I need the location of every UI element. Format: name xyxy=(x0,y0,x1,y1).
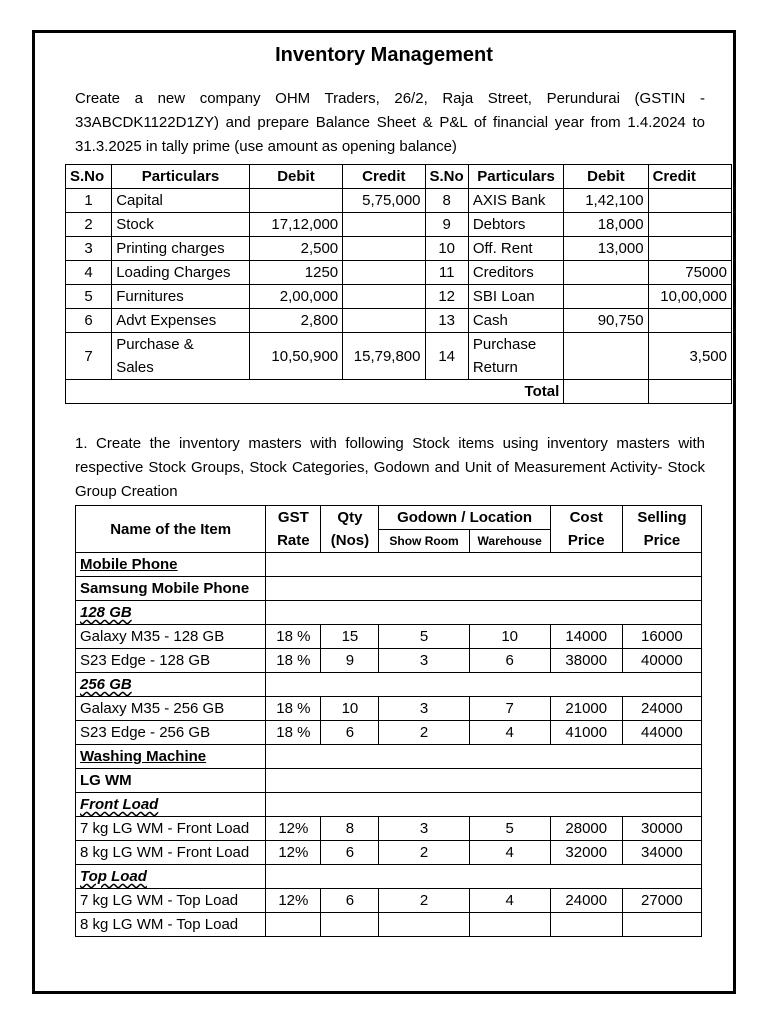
stock-category-label: Top Load xyxy=(80,868,147,885)
item-gst-rate: 12% xyxy=(266,841,321,865)
header-line: GST xyxy=(277,509,309,526)
inventory-header-name: Name of the Item xyxy=(76,506,266,553)
inventory-row xyxy=(76,673,702,697)
ledger-cell-credit: 3,500 xyxy=(648,333,731,380)
ledger-row xyxy=(66,213,732,237)
ledger-row xyxy=(66,261,732,285)
ledger-cell-debit: 2,800 xyxy=(249,309,342,333)
ledger-cell-sno: 7 xyxy=(66,333,112,380)
inventory-empty-cell xyxy=(266,769,702,793)
inventory-empty-cell xyxy=(266,577,702,601)
ledger-cell-particulars: SBI Loan xyxy=(468,285,563,309)
inventory-empty-cell xyxy=(266,865,702,889)
inventory-row xyxy=(76,841,702,865)
task-line: Activity- Stock Group Creation xyxy=(75,459,706,500)
inventory-category-cell xyxy=(76,793,266,817)
inventory-row xyxy=(76,769,702,793)
ledger-cell-particulars xyxy=(468,333,563,380)
ledger-header: Debit xyxy=(564,165,648,189)
ledger-header: Particulars xyxy=(468,165,563,189)
item-cost-price: 28000 xyxy=(550,817,622,841)
header-line: Price xyxy=(643,532,681,549)
item-qty: 15 xyxy=(321,625,379,649)
ledger-cell-particulars: Loading Charges xyxy=(112,261,250,285)
item-showroom-qty xyxy=(379,913,469,937)
item-name: 7 kg LG WM - Top Load xyxy=(76,889,266,913)
item-showroom-qty: 2 xyxy=(379,889,469,913)
item-selling-price: 44000 xyxy=(622,721,701,745)
item-gst-rate xyxy=(266,913,321,937)
item-selling-price: 27000 xyxy=(622,889,701,913)
ledger-header: Particulars xyxy=(112,165,250,189)
inventory-header-row xyxy=(76,506,702,530)
ledger-cell-particulars: Debtors xyxy=(468,213,563,237)
ledger-cell-particulars: Off. Rent xyxy=(468,237,563,261)
inventory-header-showroom: Show Room xyxy=(379,529,469,553)
item-warehouse-qty: 6 xyxy=(469,649,550,673)
ledger-cell-particulars: Printing charges xyxy=(112,237,250,261)
ledger-cell-debit: 10,50,900 xyxy=(249,333,342,380)
inventory-category-cell xyxy=(76,865,266,889)
ledger-cell-sno: 10 xyxy=(425,237,468,261)
inventory-header-gst xyxy=(266,506,321,553)
ledger-cell-credit: 5,75,000 xyxy=(343,189,425,213)
item-cost-price: 14000 xyxy=(550,625,622,649)
item-cost-price: 38000 xyxy=(550,649,622,673)
inventory-empty-cell xyxy=(266,745,702,769)
item-showroom-qty: 2 xyxy=(379,841,469,865)
ledger-cell-debit: 2,00,000 xyxy=(249,285,342,309)
ledger-cell-sno: 6 xyxy=(66,309,112,333)
ledger-cell-debit: 2,500 xyxy=(249,237,342,261)
intro-line: to 31.3.2025 in tally prime (use amount as opening balance) xyxy=(75,114,705,155)
item-warehouse-qty: 7 xyxy=(469,697,550,721)
ledger-cell-credit: 10,00,000 xyxy=(648,285,731,309)
ledger-header: S.No xyxy=(66,165,112,189)
item-name: 7 kg LG WM - Front Load xyxy=(76,817,266,841)
ledger-cell-sno: 1 xyxy=(66,189,112,213)
ledger-cell-sno: 5 xyxy=(66,285,112,309)
ledger-total-label: Total xyxy=(66,380,564,404)
stock-group-label: Mobile Phone xyxy=(80,556,178,573)
ledger-cell-particulars: Cash xyxy=(468,309,563,333)
ledger-cell-debit xyxy=(564,333,648,380)
item-warehouse-qty: 4 xyxy=(469,841,550,865)
ledger-cell-credit xyxy=(648,309,731,333)
item-qty: 6 xyxy=(321,721,379,745)
ledger-header: Credit xyxy=(343,165,425,189)
ledger-row xyxy=(66,189,732,213)
ledger-cell-sno: 14 xyxy=(425,333,468,380)
inventory-subgroup-cell xyxy=(76,577,266,601)
ledger-cell-sno: 12 xyxy=(425,285,468,309)
ledger-cell-debit: 18,000 xyxy=(564,213,648,237)
ledger-cell-particulars: Creditors xyxy=(468,261,563,285)
item-gst-rate: 18 % xyxy=(266,721,321,745)
item-showroom-qty: 2 xyxy=(379,721,469,745)
header-line: (Nos) xyxy=(330,532,370,549)
inventory-row xyxy=(76,577,702,601)
item-qty: 6 xyxy=(321,841,379,865)
ledger-cell-debit: 90,750 xyxy=(564,309,648,333)
ledger-cell-line: Return xyxy=(472,359,518,376)
inventory-group-cell xyxy=(76,745,266,769)
item-warehouse-qty: 4 xyxy=(469,721,550,745)
ledger-cell-sno: 11 xyxy=(425,261,468,285)
task-line: with respective Stock Groups, Stock Categories, Godown and Unit of Measurement xyxy=(75,435,705,476)
ledger-cell-credit xyxy=(343,237,425,261)
item-showroom-qty: 5 xyxy=(379,625,469,649)
ledger-cell-particulars xyxy=(112,333,250,380)
inventory-header-qty xyxy=(321,506,379,553)
inventory-row xyxy=(76,625,702,649)
inventory-empty-cell xyxy=(266,673,702,697)
item-selling-price xyxy=(622,913,701,937)
inventory-category-cell xyxy=(76,673,266,697)
ledger-cell-credit xyxy=(648,213,731,237)
ledger-header-row xyxy=(66,165,732,189)
ledger-row xyxy=(66,309,732,333)
ledger-cell-sno: 4 xyxy=(66,261,112,285)
ledger-cell-sno: 2 xyxy=(66,213,112,237)
intro-paragraph xyxy=(75,87,705,159)
ledger-cell-credit xyxy=(343,309,425,333)
inventory-header-cost xyxy=(550,506,622,553)
ledger-cell-line: Sales xyxy=(116,359,154,376)
ledger-cell-debit: 17,12,000 xyxy=(249,213,342,237)
inventory-row xyxy=(76,721,702,745)
inventory-row xyxy=(76,889,702,913)
header-line: Qty xyxy=(337,509,363,526)
inventory-row xyxy=(76,601,702,625)
stock-subgroup-label: Samsung Mobile Phone xyxy=(80,580,250,597)
item-name: S23 Edge - 256 GB xyxy=(76,721,266,745)
item-showroom-qty: 3 xyxy=(379,817,469,841)
ledger-total-credit xyxy=(648,380,731,404)
item-name: Galaxy M35 - 256 GB xyxy=(76,697,266,721)
task-paragraph xyxy=(75,432,705,504)
item-selling-price: 24000 xyxy=(622,697,701,721)
stock-category-label: Front Load xyxy=(80,796,159,813)
inventory-empty-cell xyxy=(266,601,702,625)
inventory-row xyxy=(76,745,702,769)
ledger-cell-particulars: Stock xyxy=(112,213,250,237)
item-name: Galaxy M35 - 128 GB xyxy=(76,625,266,649)
ledger-cell-sno: 13 xyxy=(425,309,468,333)
ledger-cell-sno: 8 xyxy=(425,189,468,213)
inventory-header-godown: Godown / Location xyxy=(379,506,550,530)
inventory-subgroup-cell xyxy=(76,769,266,793)
item-warehouse-qty: 4 xyxy=(469,889,550,913)
item-selling-price: 34000 xyxy=(622,841,701,865)
inventory-row xyxy=(76,817,702,841)
ledger-cell-debit xyxy=(564,261,648,285)
item-qty: 9 xyxy=(321,649,379,673)
ledger-cell-particulars: Furnitures xyxy=(112,285,250,309)
item-gst-rate: 12% xyxy=(266,889,321,913)
item-gst-rate: 18 % xyxy=(266,697,321,721)
item-qty: 10 xyxy=(321,697,379,721)
header-line: Rate xyxy=(277,532,310,549)
stock-group-label: Washing Machine xyxy=(80,748,207,765)
item-cost-price: 21000 xyxy=(550,697,622,721)
ledger-cell-credit xyxy=(648,189,731,213)
item-gst-rate: 18 % xyxy=(266,625,321,649)
ledger-cell-debit: 1250 xyxy=(249,261,342,285)
ledger-cell-credit xyxy=(343,213,425,237)
item-cost-price: 32000 xyxy=(550,841,622,865)
item-gst-rate: 12% xyxy=(266,817,321,841)
ledger-header: Debit xyxy=(249,165,342,189)
stock-category-label: 128 GB xyxy=(80,604,132,621)
header-line: Selling xyxy=(637,509,687,526)
inventory-group-cell xyxy=(76,553,266,577)
ledger-cell-sno: 9 xyxy=(425,213,468,237)
inventory-header-selling xyxy=(622,506,701,553)
item-cost-price: 24000 xyxy=(550,889,622,913)
ledger-row-7 xyxy=(66,333,732,380)
header-line: Price xyxy=(567,532,605,549)
ledger-cell-credit xyxy=(343,285,425,309)
inventory-row xyxy=(76,865,702,889)
item-showroom-qty: 3 xyxy=(379,649,469,673)
header-line: Cost xyxy=(569,509,603,526)
inventory-row xyxy=(76,553,702,577)
item-selling-price: 30000 xyxy=(622,817,701,841)
ledger-cell-particulars: Capital xyxy=(112,189,250,213)
item-warehouse-qty: 5 xyxy=(469,817,550,841)
ledger-cell-line: Purchase xyxy=(472,336,537,353)
item-selling-price: 40000 xyxy=(622,649,701,673)
ledger-cell-debit: 1,42,100 xyxy=(564,189,648,213)
inventory-row xyxy=(76,649,702,673)
inventory-row xyxy=(76,913,702,937)
ledger-cell-line: Purchase & xyxy=(116,336,194,353)
ledger-cell-particulars: Advt Expenses xyxy=(112,309,250,333)
ledger-cell-debit: 13,000 xyxy=(564,237,648,261)
ledger-row xyxy=(66,285,732,309)
inventory-header-warehouse: Warehouse xyxy=(469,529,550,553)
ledger-header: S.No xyxy=(425,165,468,189)
ledger-total-row xyxy=(66,380,732,404)
intro-line: Create a new company OHM Traders, 26/2, Raja Street, Perundurai (GSTIN - xyxy=(75,90,705,107)
ledger-header: Credit xyxy=(648,165,731,189)
inventory-empty-cell xyxy=(266,553,702,577)
item-name: 8 kg LG WM - Top Load xyxy=(76,913,266,937)
ledger-cell-credit xyxy=(648,237,731,261)
inventory-table xyxy=(75,505,702,937)
intro-line: 33ABCDK1122D1ZY) and prepare Balance Sheet & P&L of financial year from 1.4.2024 xyxy=(75,114,686,131)
inventory-row xyxy=(76,697,702,721)
stock-category-label: 256 GB xyxy=(80,676,132,693)
item-name: 8 kg LG WM - Front Load xyxy=(76,841,266,865)
item-qty: 6 xyxy=(321,889,379,913)
item-name: S23 Edge - 128 GB xyxy=(76,649,266,673)
item-cost-price: 41000 xyxy=(550,721,622,745)
item-qty: 8 xyxy=(321,817,379,841)
item-warehouse-qty: 10 xyxy=(469,625,550,649)
ledger-cell-credit: 15,79,800 xyxy=(343,333,425,380)
ledger-cell-credit xyxy=(343,261,425,285)
ledger-row xyxy=(66,237,732,261)
item-gst-rate: 18 % xyxy=(266,649,321,673)
item-qty xyxy=(321,913,379,937)
item-cost-price xyxy=(550,913,622,937)
item-showroom-qty: 3 xyxy=(379,697,469,721)
inventory-category-cell xyxy=(76,601,266,625)
item-selling-price: 16000 xyxy=(622,625,701,649)
stock-subgroup-label: LG WM xyxy=(80,772,132,789)
ledger-cell-debit xyxy=(564,285,648,309)
ledger-cell-credit: 75000 xyxy=(648,261,731,285)
ledger-cell-debit xyxy=(249,189,342,213)
item-warehouse-qty xyxy=(469,913,550,937)
task-line: 1. Create the inventory masters with following Stock items using inventory masters xyxy=(75,435,670,452)
inventory-empty-cell xyxy=(266,793,702,817)
ledger-total-debit xyxy=(564,380,648,404)
ledger-table xyxy=(65,164,732,404)
page-title: Inventory Management xyxy=(275,44,493,66)
ledger-cell-sno: 3 xyxy=(66,237,112,261)
inventory-row xyxy=(76,793,702,817)
ledger-cell-particulars: AXIS Bank xyxy=(468,189,563,213)
